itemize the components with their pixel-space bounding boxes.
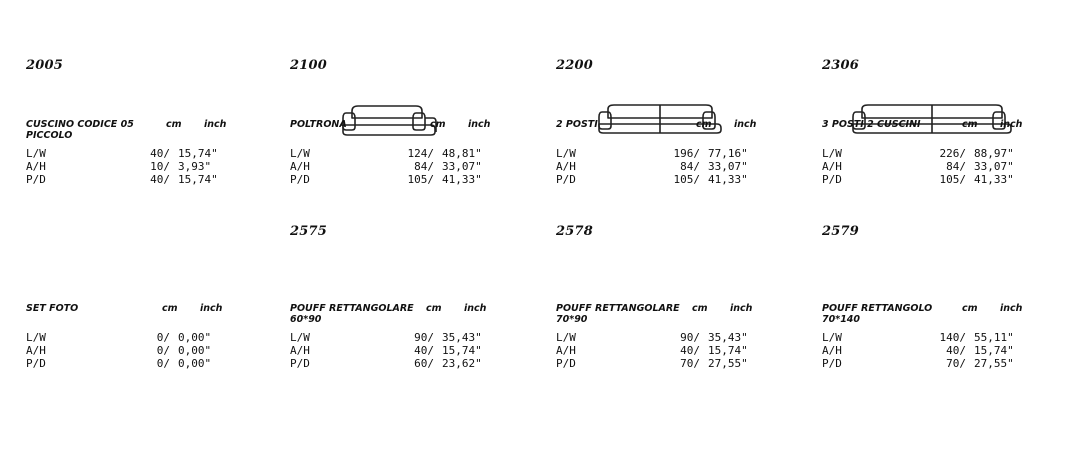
table-row <box>290 357 550 370</box>
dim-inch: 0,00" <box>178 331 212 344</box>
table-row <box>26 344 286 357</box>
table-row <box>556 173 816 186</box>
dimension-table <box>822 331 1080 370</box>
dim-label: A/H <box>822 344 842 357</box>
dim-label: A/H <box>26 160 46 173</box>
product-name-row <box>290 119 550 141</box>
product-block-2306 <box>822 58 1080 186</box>
product-figure-sofa2 <box>556 73 816 119</box>
dim-label: A/H <box>556 344 576 357</box>
product-name: SET FOTO <box>26 303 79 314</box>
dim-inch: 88,97" <box>974 147 1014 160</box>
dim-cm: 70/ <box>946 357 966 370</box>
unit-label-inch: inch <box>1000 119 1023 130</box>
product-code: 2100 <box>290 58 327 73</box>
table-row <box>290 344 550 357</box>
dim-cm: 105/ <box>673 173 700 186</box>
dim-cm: 70/ <box>680 357 700 370</box>
unit-label-inch: inch <box>468 119 491 130</box>
dim-inch: 0,00" <box>178 344 212 357</box>
table-row <box>290 160 550 173</box>
product-figure-armchair <box>290 73 550 119</box>
dim-label: P/D <box>556 357 576 370</box>
product-block-2100 <box>290 58 550 186</box>
unit-label-cm: cm <box>962 303 978 314</box>
product-figure-sofa3 <box>822 73 1080 119</box>
dim-label: P/D <box>556 173 576 186</box>
dim-inch: 41,33" <box>708 173 748 186</box>
dim-label: P/D <box>26 173 46 186</box>
dim-cm: 40/ <box>150 147 170 160</box>
dimension-table <box>556 331 816 370</box>
table-row <box>556 160 816 173</box>
product-name: POUFF RETTANGOLARE 70*90 <box>556 303 680 325</box>
dim-inch: 77,16" <box>708 147 748 160</box>
dim-cm: 84/ <box>680 160 700 173</box>
dim-inch: 15,74" <box>178 173 218 186</box>
product-figure-none <box>26 73 286 119</box>
product-code: 2005 <box>26 58 63 73</box>
unit-label-cm: cm <box>696 119 712 130</box>
table-row <box>556 357 816 370</box>
dim-inch: 23,62" <box>442 357 482 370</box>
table-row <box>290 147 550 160</box>
unit-label-inch: inch <box>1000 303 1023 314</box>
product-block-2578 <box>556 303 816 370</box>
product-name-row <box>26 303 286 325</box>
dim-inch: 33,07" <box>442 160 482 173</box>
product-block-2005 <box>26 58 286 186</box>
dim-inch: 27,55" <box>708 357 748 370</box>
table-row <box>290 331 550 344</box>
dim-cm: 10/ <box>150 160 170 173</box>
dim-cm: 84/ <box>946 160 966 173</box>
product-name: POUFF RETTANGOLARE 60*90 <box>290 303 414 325</box>
dim-cm: 40/ <box>414 344 434 357</box>
table-row <box>26 160 286 173</box>
dim-cm: 40/ <box>946 344 966 357</box>
table-row <box>822 357 1080 370</box>
dim-cm: 90/ <box>680 331 700 344</box>
dim-label: P/D <box>290 357 310 370</box>
dim-cm: 40/ <box>150 173 170 186</box>
dim-inch: 15,74" <box>178 147 218 160</box>
dimension-table <box>290 331 550 370</box>
dimension-table <box>556 147 816 186</box>
unit-label-cm: cm <box>166 119 182 130</box>
product-name: 3 POSTI 2 CUSCINI <box>822 119 921 130</box>
table-row <box>26 147 286 160</box>
product-name-row <box>556 303 816 325</box>
dim-cm: 105/ <box>939 173 966 186</box>
product-code: 2575 <box>290 224 327 239</box>
product-name: POLTRONA <box>290 119 347 130</box>
dim-label: L/W <box>290 147 310 160</box>
dim-label: A/H <box>822 160 842 173</box>
table-row <box>822 344 1080 357</box>
dimension-table <box>26 147 286 186</box>
dim-label: A/H <box>26 344 46 357</box>
dim-inch: 0,00" <box>178 357 212 370</box>
unit-label-inch: inch <box>734 119 757 130</box>
dimension-table <box>290 147 550 186</box>
dim-label: L/W <box>290 331 310 344</box>
table-row <box>556 331 816 344</box>
dim-cm: 0/ <box>156 344 170 357</box>
unit-label-cm: cm <box>162 303 178 314</box>
dim-label: P/D <box>290 173 310 186</box>
dim-inch: 55,11" <box>974 331 1014 344</box>
product-name-row <box>556 119 816 141</box>
product-block-2200 <box>556 58 816 186</box>
product-name: POUFF RETTANGOLO 70*140 <box>822 303 933 325</box>
table-row <box>822 147 1080 160</box>
unit-label-cm: cm <box>430 119 446 130</box>
dim-cm: 140/ <box>939 331 966 344</box>
dim-cm: 90/ <box>414 331 434 344</box>
product-name-row <box>290 303 550 325</box>
dim-cm: 196/ <box>673 147 700 160</box>
dim-label: L/W <box>822 147 842 160</box>
unit-label-cm: cm <box>426 303 442 314</box>
unit-label-inch: inch <box>200 303 223 314</box>
dim-inch: 15,74" <box>708 344 748 357</box>
product-name: CUSCINO CODICE 05 PICCOLO <box>26 119 134 141</box>
dimension-table <box>26 331 286 370</box>
dim-label: L/W <box>26 147 46 160</box>
dim-inch: 48,81" <box>442 147 482 160</box>
dim-label: P/D <box>822 357 842 370</box>
product-name-row <box>26 119 286 141</box>
dim-label: P/D <box>26 357 46 370</box>
dim-inch: 41,33" <box>442 173 482 186</box>
product-code: 2306 <box>822 58 859 73</box>
product-name-row <box>822 119 1080 141</box>
table-row <box>26 173 286 186</box>
table-row <box>822 160 1080 173</box>
dim-label: P/D <box>822 173 842 186</box>
dim-cm: 40/ <box>680 344 700 357</box>
product-name-row <box>822 303 1080 325</box>
unit-label-inch: inch <box>204 119 227 130</box>
product-code: 2200 <box>556 58 593 73</box>
unit-label-cm: cm <box>962 119 978 130</box>
dim-label: L/W <box>26 331 46 344</box>
product-block-set-foto <box>26 303 286 370</box>
product-code: 2578 <box>556 224 593 239</box>
dim-inch: 15,74" <box>974 344 1014 357</box>
dim-inch: 35,43" <box>442 331 482 344</box>
dim-inch: 3,93" <box>178 160 212 173</box>
dim-inch: 15,74" <box>442 344 482 357</box>
dim-label: L/W <box>556 147 576 160</box>
dim-inch: 35,43" <box>708 331 748 344</box>
dim-inch: 33,07" <box>974 160 1014 173</box>
dim-cm: 105/ <box>407 173 434 186</box>
table-row <box>26 357 286 370</box>
dim-inch: 27,55" <box>974 357 1014 370</box>
dim-cm: 0/ <box>156 357 170 370</box>
product-block-2579 <box>822 303 1080 370</box>
dim-cm: 124/ <box>407 147 434 160</box>
table-row <box>822 331 1080 344</box>
table-row <box>556 344 816 357</box>
dim-label: A/H <box>556 160 576 173</box>
product-name: 2 POSTI <box>556 119 598 130</box>
dim-cm: 0/ <box>156 331 170 344</box>
unit-label-inch: inch <box>730 303 753 314</box>
table-row <box>556 147 816 160</box>
unit-label-inch: inch <box>464 303 487 314</box>
dimension-table <box>822 147 1080 186</box>
dim-inch: 33,07" <box>708 160 748 173</box>
product-block-2575 <box>290 303 550 370</box>
table-row <box>822 173 1080 186</box>
unit-label-cm: cm <box>692 303 708 314</box>
dim-label: A/H <box>290 160 310 173</box>
product-code: 2579 <box>822 224 859 239</box>
dim-cm: 60/ <box>414 357 434 370</box>
dim-label: L/W <box>556 331 576 344</box>
dim-label: A/H <box>290 344 310 357</box>
dim-label: L/W <box>822 331 842 344</box>
dim-inch: 41,33" <box>974 173 1014 186</box>
table-row <box>290 173 550 186</box>
dim-cm: 84/ <box>414 160 434 173</box>
dim-cm: 226/ <box>939 147 966 160</box>
table-row <box>26 331 286 344</box>
